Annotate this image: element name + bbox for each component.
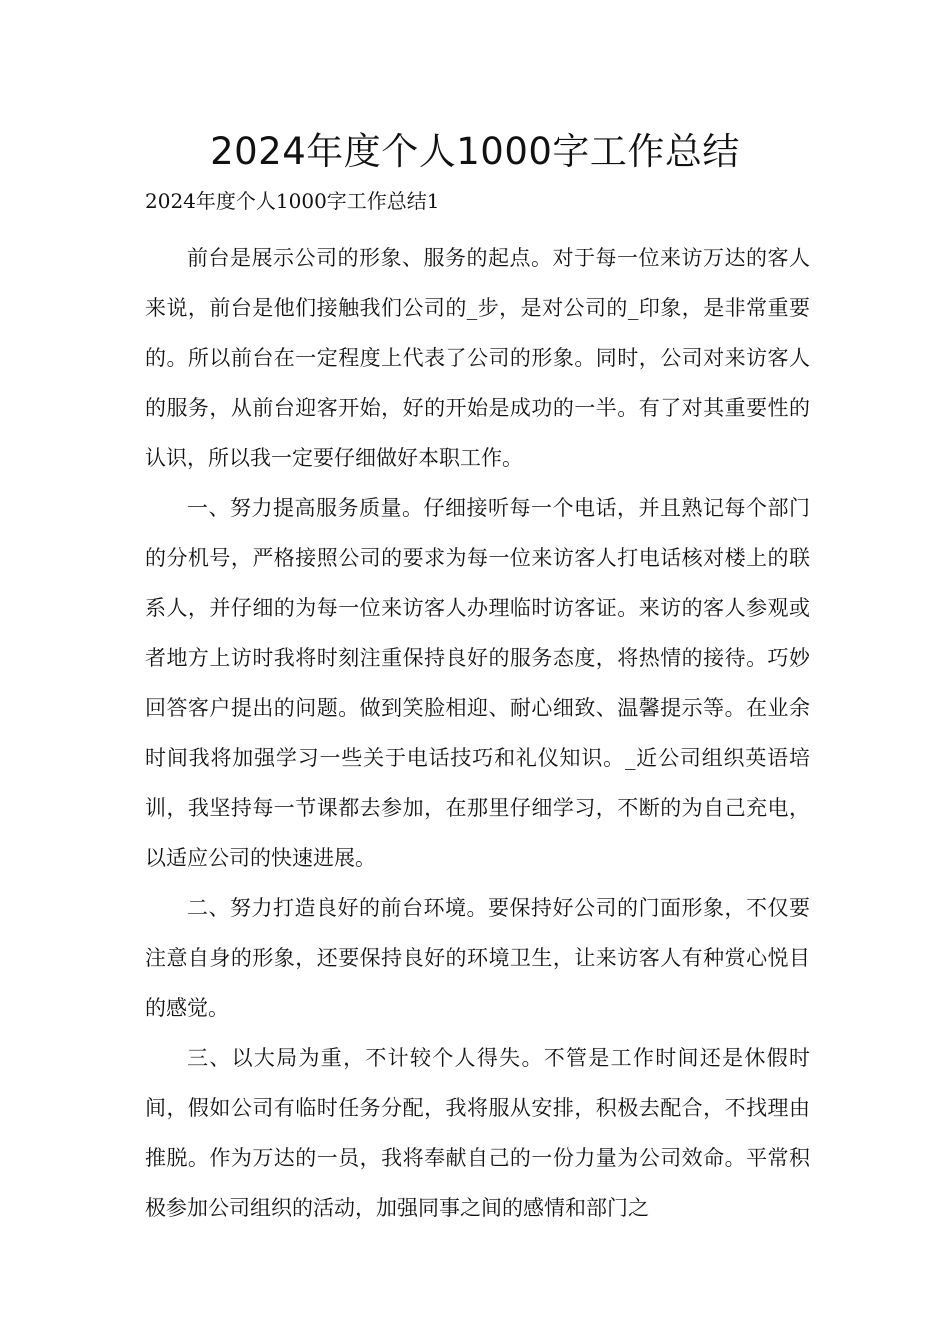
paragraph-intro: 前台是展示公司的形象、服务的起点。对于每一位来访万达的客人来说，前台是他们接触我们公司的_步，是对公司的_印象，是非常重要的。所以前台在一定程度上代表了公司的形象。同时，公司对来访客人的服务，从前台迎客开始，好的开始是成功的一半。有了对其重要性的认识，所以我一定要仔细做好本职工作。 <box>145 246 810 470</box>
paragraph-service-quality: 一、努力提高服务质量。仔细接听每一个电话，并且熟记每个部门的分机号，严格接照公司的要求为每一位来访客人打电话核对楼上的联系人，并仔细的为每一位来访客人办理临时访客证。来访的客人参观或者地方上访时我将时刻注重保持良好的服务态度，将热情的接待。巧妙回答客户提出的问题。做到笑脸相迎、耐心细致、温馨提示等。在业余时间我将加强学习一些关于电话技巧和礼仪知识。_近公司组织英语培训，我坚持每一节课都去参加，在那里仔细学习，不断的为自己充电，以适应公司的快速进展。 <box>145 496 810 870</box>
document-title: 2024年度个人1000字工作总结 <box>210 130 740 173</box>
paragraph-environment: 二、努力打造良好的前台环境。要保持好公司的门面形象，不仅要注意自身的形象，还要保持良好的环境卫生，让来访客人有种赏心悦目的感觉。 <box>145 896 810 1020</box>
document-subtitle: 2024年度个人1000字工作总结1 <box>145 189 440 213</box>
paragraph-teamwork: 三、以大局为重，不计较个人得失。不管是工作时间还是休假时间，假如公司有临时任务分配，我将服从安排，积极去配合，不找理由推脱。作为万达的一员，我将奉献自己的一份力量为公司效命。平常积极参加公司组织的活动，加强同事之间的感情和部门之 <box>145 1046 810 1220</box>
document-body <box>145 233 810 1233</box>
